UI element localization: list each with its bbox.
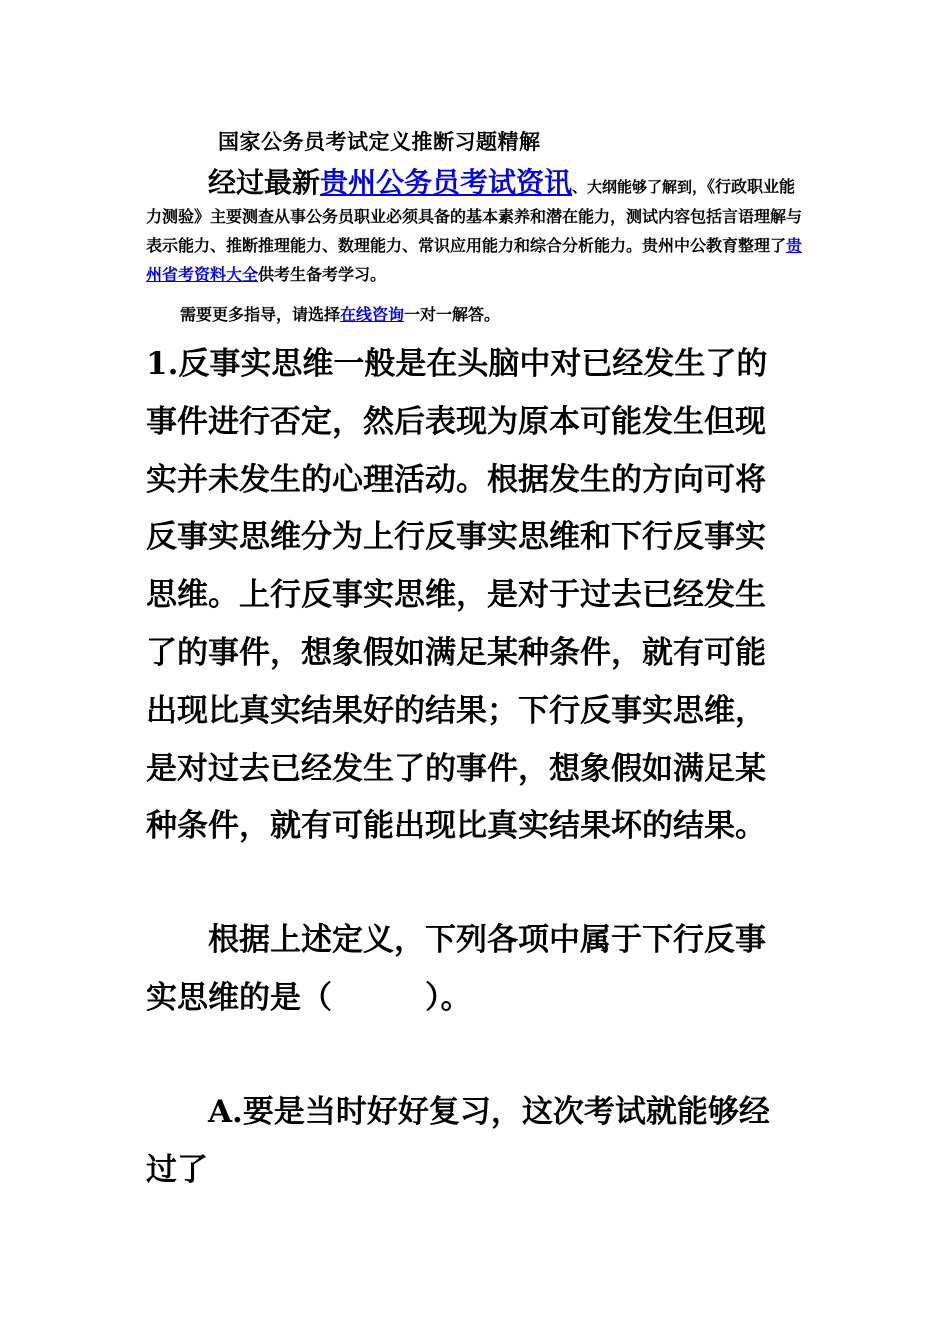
intro-lead: 经过最新 — [208, 166, 321, 199]
intro-after-link: 、大纲能够了解到， — [572, 178, 708, 196]
guide-before: 需要更多指导，请选择 — [180, 305, 341, 324]
question-text: 1.反事实思维一般是在头脑中对已经发生了的事件进行否定，然后表现为原本可能发生但现实并未发生的心理活动。根据发生的方向可将反事实思维分为上行反事实思维和下行反事实思维。上行反事实思维，是对于过去已经发生了的事件，想象假如满足某种条件，就有可能出现比真实结果好的结果；下行反事实思维，是对过去已经发生了的事件，想象假如满足某种条件，就有可能出现比真实结果坏的结果。 — [146, 346, 768, 845]
exam-materials-link[interactable]: 贵州省考资料大全 — [146, 236, 803, 284]
guizhou-exam-news-link[interactable]: 贵州公务员考试资讯 — [320, 166, 573, 199]
intro-paragraph — [146, 168, 806, 289]
intro-body: 《行政职业能力测验》主要测查从事公务员职业必须具备的基本素养和潜在能力，测试内容包括言语理解与表示能力、推断推理能力、数理能力、常识应用能力和综合分析能力。贵州中公教育整理了 — [146, 177, 803, 255]
question-prompt: 根据上述定义，下列各项中属于下行反事实思维的是（ ）。 — [146, 922, 766, 1016]
online-consult-link[interactable]: 在线咨询 — [340, 305, 405, 324]
guide-after: 一对一解答。 — [404, 305, 501, 324]
guide-line — [180, 302, 500, 325]
option-a: A.要是当时好好复习，这次考试就能够经过了 — [146, 1094, 770, 1188]
page-title: 国家公务员考试定义推断习题精解 — [218, 130, 541, 154]
intro-end: 供考生备考学习。 — [258, 265, 387, 284]
